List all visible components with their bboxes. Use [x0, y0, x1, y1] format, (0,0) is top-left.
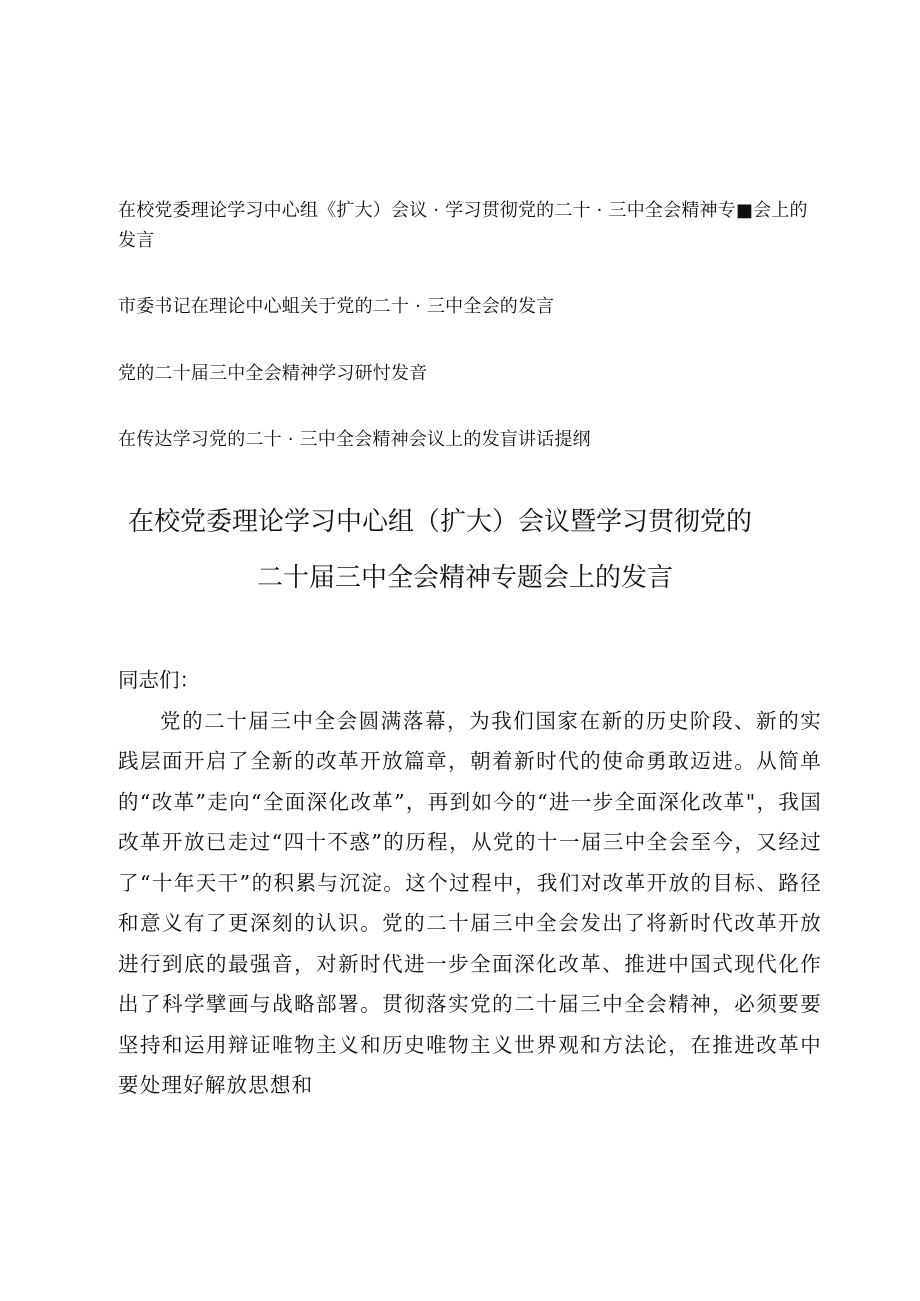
document-title — [0, 494, 920, 606]
toc-item[interactable]: 在传达学习党的二十 · 三中全会精神会议上的发盲讲话提纲 — [118, 429, 591, 450]
toc-item[interactable]: 在校党委理论学习中心组《扩大）会议 · 学习贯彻党的二十 · 三中全会精神专■会上的发言 — [118, 200, 808, 251]
toc-item[interactable]: 党的二十届三中全会精神学习研忖发音 — [118, 363, 428, 384]
title-line-2: 二十届三中全会精神专题会上的发言 — [256, 563, 673, 593]
body-text — [118, 660, 822, 1106]
title-line-1: 在校党委理论学习中心组（扩大）会议暨学习贯彻党的 — [127, 507, 752, 537]
body-paragraph: 党的二十届三中全会圆满落幕，为我们国家在新的历史阶段、新的实践层面开启了全新的改革开放篇章，朝着新时代的使命勇敢迈进。从简单的“改革”走向“全面深化改革”，再到如今的“进一步全面深化改革"，我国改革开放已走过“四十不惑”的历程，从党的十一届三中全会至今，又经过了“十年天干”的积累与沉淀。这个过程中，我们对改革开放的目标、路径和意义有了更深刻的认识。党的二十届三中全会发出了将新时代改革开放进行到底的最强音，对新时代进一步全面深化改革、推进中国式现代化作出了科学擘画与战略部署。贯彻落实党的二十届三中全会精神，必须要要坚持和运用辩证唯物主义和历史唯物主义世界观和方法论，在推进改革中要处理好解放思想和 — [118, 708, 822, 1097]
toc-item[interactable]: 市委书记在理论中心蛆关于党的二十 · 三中全会的发言 — [118, 296, 555, 317]
salutation: 同志们： — [118, 668, 200, 692]
